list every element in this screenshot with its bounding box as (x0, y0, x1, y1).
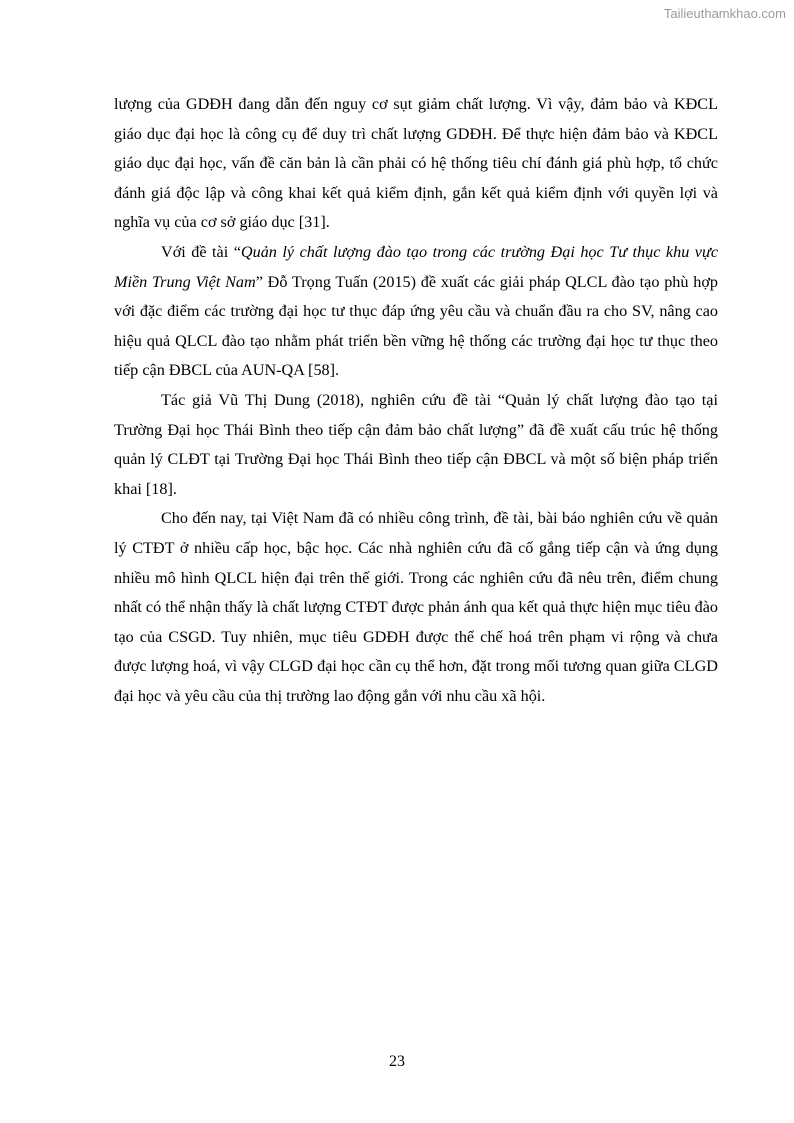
paragraph-2-rest: ” Đỗ Trọng Tuấn (2015) đề xuất các giải pháp QLCL đào tạo phù hợp với đặc điểm các trường đại học tư thục đáp ứng yêu cầu và chuẩn đầu ra cho SV, nâng cao hiệu quả QLCL đào tạo nhằm phát triển bền vững hệ thống các trường đại học tư thục theo tiếp cận ĐBCL của AUN-QA [58]. (114, 272, 718, 380)
watermark: Tailieuthamkhao.com (663, 6, 786, 21)
page-number: 23 (389, 1053, 405, 1070)
paragraph-4: Cho đến nay, tại Việt Nam đã có nhiều công trình, đề tài, bài báo nghiên cứu về quản lý CTĐT ở nhiều cấp học, bậc học. Các nhà nghiên cứu đã cố gắng tiếp cận và ứng dụng nhiều mô hình QLCL hiện đại trên thế giới. Trong các nghiên cứu đã nêu trên, điểm chung nhất có thể nhận thấy là chất lượng CTĐT được phản ánh qua kết quả thực hiện mục tiêu đào tạo của CSGD. Tuy nhiên, mục tiêu GDĐH được thể chế hoá trên phạm vi rộng và chưa được lượng hoá, vì vậy CLGD đại học cần cụ thể hơn, đặt trong mối tương quan giữa CLGD đại học và yêu cầu của thị trường lao động gắn với nhu cầu xã hội. (114, 509, 718, 705)
thesis-title: Quản lý chất lượng đào tạo trong các trường Đại học Tư thục khu vực Miền Trung Việt Nam (114, 242, 718, 291)
document-body (114, 90, 718, 711)
paragraph-1: lượng của GDĐH đang dẫn đến nguy cơ sụt giảm chất lượng. Vì vậy, đảm bảo và KĐCL giáo dục đại học là công cụ để duy trì chất lượng GDĐH. Để thực hiện đảm bảo và KĐCL giáo dục đại học, vấn đề căn bản là cần phải có hệ thống tiêu chí đánh giá phù hợp, tổ chức đánh giá độc lập và công khai kết quả kiểm định, gắn kết quả kiểm định với quyền lợi và nghĩa vụ của cơ sở giáo dục [31]. (114, 95, 718, 232)
paragraph-3: Tác giả Vũ Thị Dung (2018), nghiên cứu đề tài “Quản lý chất lượng đào tạo tại Trường Đại học Thái Bình theo tiếp cận đảm bảo chất lượng” đã đề xuất cấu trúc hệ thống quản lý CLĐT tại Trường Đại học Thái Bình theo tiếp cận ĐBCL và một số biện pháp triển khai [18]. (114, 390, 718, 498)
paragraph-2 (114, 238, 718, 386)
paragraph-2-lead: Với đề tài “ (161, 242, 241, 261)
